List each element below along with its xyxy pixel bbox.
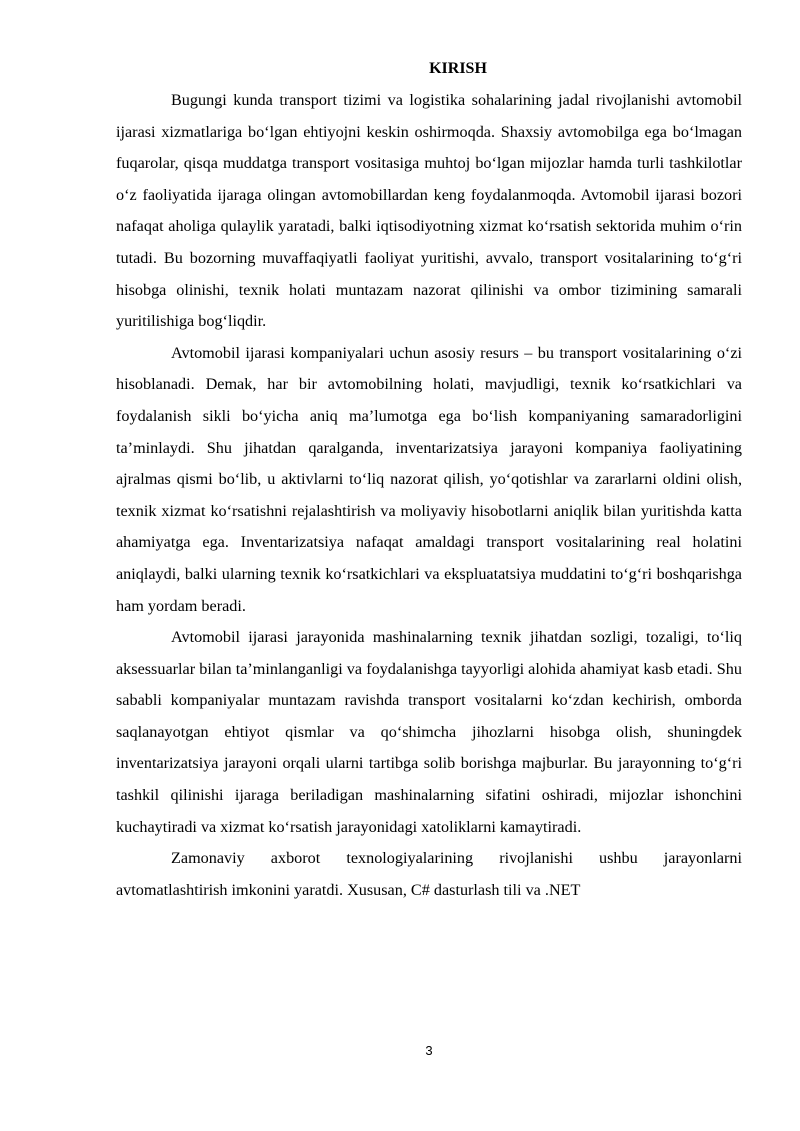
paragraph-2: Avtomobil ijarasi kompaniyalari uchun asosiy resurs – bu transport vositalarining oʻzi hisoblanadi. Demak, har bir avtomobilning holati, mavjudligi, texnik koʻrsatkichlari va foydalanish sikli boʻyicha aniq maʼlumotga ega boʻlish kompaniyaning samaradorligini taʼminlaydi. Shu jihatdan qaralganda, inventarizatsiya jarayoni kompaniya faoliyatining ajralmas qismi boʻlib, u aktivlarni toʻliq nazorat qilish, yoʻqotishlar va zararlarni oldini olish, texnik xizmat koʻrsatishni rejalashtirish va moliyaviy hisobotlarni aniqlik bilan yuritishda katta ahamiyatga ega. Inventarizatsiya nafaqat amaldagi transport vositalarining real holatini aniqlaydi, balki ularning texnik koʻrsatkichlari va ekspluatatsiya muddatini toʻgʻri boshqarishga ham yordam beradi. xyxy=(116,343,742,615)
page-number: 3 xyxy=(425,1043,433,1058)
paragraph-3: Avtomobil ijarasi jarayonida mashinalarning texnik jihatdan sozligi, tozaligi, toʻliq aksessuarlar bilan taʼminlanganligi va foydalanishga tayyorligi alohida ahamiyat kasb etadi. Shu sababli kompaniyalar muntazam ravishda transport vositalarni koʻzdan kechirish, omborda saqlanayotgan ehtiyot qismlar va qoʻshimcha jihozlarni hisobga olish, shuningdek inventarizatsiya jarayoni orqali ularni tartibga solib borishga majburlar. Bu jarayonning toʻgʻri tashkil qilinishi ijaraga beriladigan mashinalarning sifatini oshiradi, mijozlar ishonchini kuchaytiradi va xizmat koʻrsatish jarayonidagi xatoliklarni kamaytiradi. xyxy=(116,628,742,836)
paragraph-4: Zamonaviy axborot texnologiyalarining rivojlanishi ushbu jarayonlarni avtomatlashtirish imkonini yaratdi. Xususan, C# dasturlash tili va .NET xyxy=(116,849,742,899)
section-title: KIRISH xyxy=(429,60,487,77)
body-text xyxy=(116,85,742,906)
paragraph-1: Bugungi kunda transport tizimi va logistika sohalarining jadal rivojlanishi avtomobil ijarasi xizmatlariga boʻlgan ehtiyojni keskin oshirmoqda. Shaxsiy avtomobilga ega boʻlmagan fuqarolar, qisqa muddatga transport vositasiga muhtoj boʻlgan mijozlar hamda turli tashkilotlar oʻz faoliyatida ijaraga olingan avtomobillardan keng foydalanmoqda. Avtomobil ijarasi bozori nafaqat aholiga qulaylik yaratadi, balki iqtisodiyotning xizmat koʻrsatish sektorida muhim oʻrin tutadi. Bu bozorning muvaffaqiyatli faoliyat yuritishi, avvalo, transport vositalarining toʻgʻri hisobga olinishi, texnik holati muntazam nazorat qilinishi va ombor tizimining samarali yuritilishiga bogʻliqdir. xyxy=(116,91,742,331)
